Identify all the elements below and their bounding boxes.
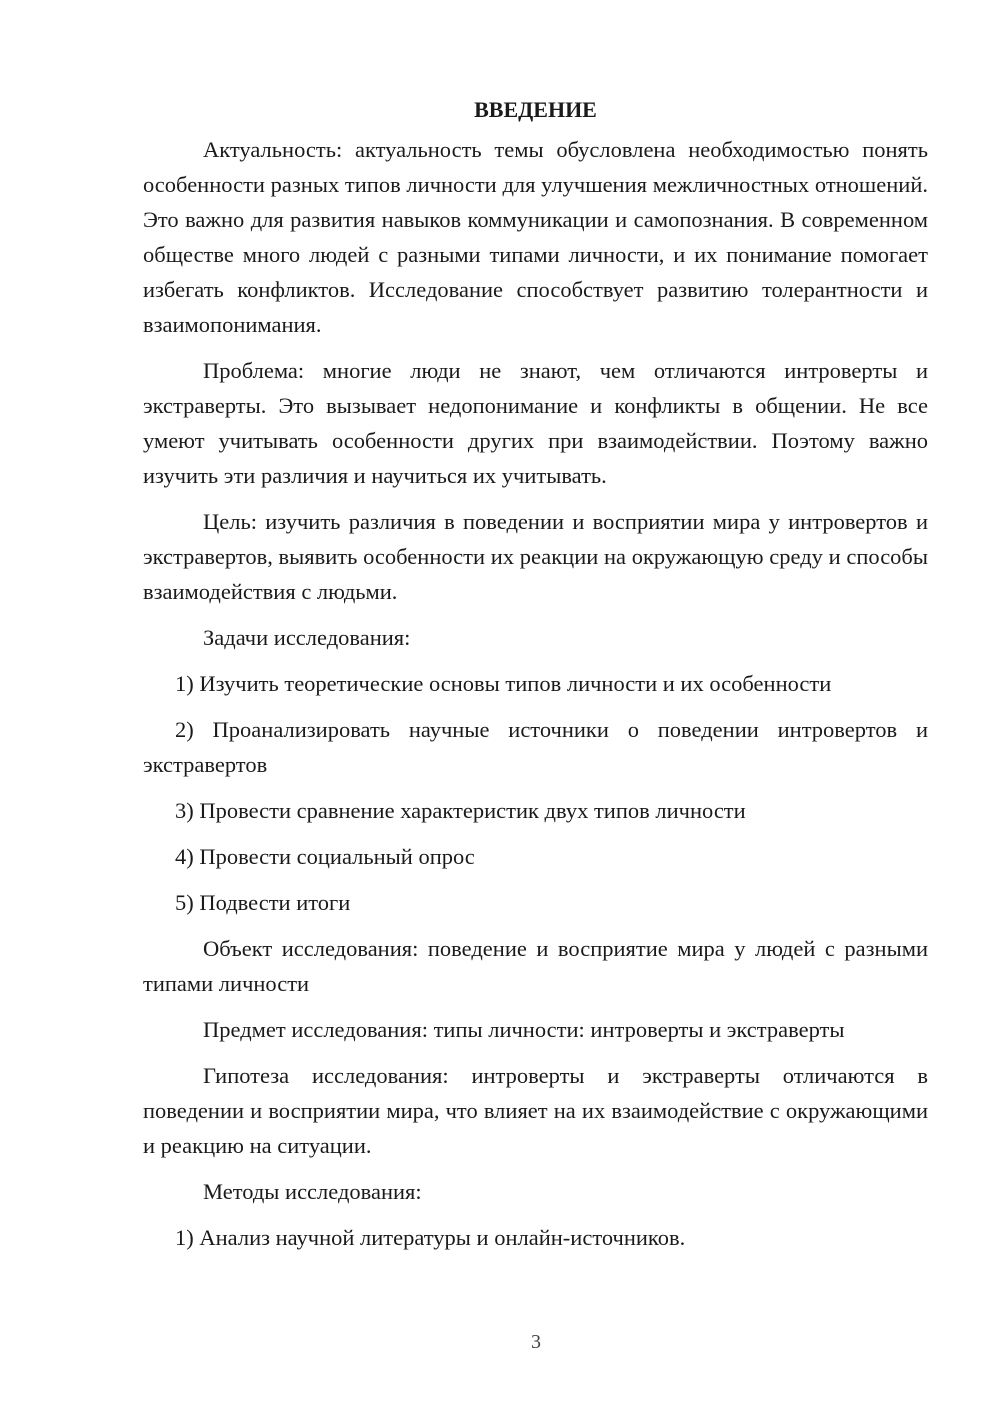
task-item-1: 1) Изучить теоретические основы типов личности и их особенности — [175, 671, 832, 696]
task-item-4: 4) Провести социальный опрос — [175, 844, 475, 869]
tasks-label: Задачи исследования: — [203, 625, 411, 650]
task-item-2: 2) Проанализировать научные источники о поведении интровертов и экстравертов — [143, 717, 928, 777]
hypothesis-paragraph: Гипотеза исследования: интроверты и экстраверты отличаются в поведении и восприятии мира, что влияет на их взаимодействие с окружающими и реакцию на ситуации. — [143, 1063, 928, 1158]
task-item-3: 3) Провести сравнение характеристик двух типов личности — [175, 798, 746, 823]
page-number: 3 — [531, 1331, 541, 1353]
page-title: ВВЕДЕНИЕ — [474, 97, 597, 122]
goal-paragraph: Цель: изучить различия в поведении и восприятии мира у интровертов и экстравертов, выявить особенности их реакции на окружающую среду и способы взаимодействия с людьми. — [143, 509, 928, 604]
problem-paragraph: Проблема: многие люди не знают, чем отличаются интроверты и экстраверты. Это вызывает недопонимание и конфликты в общении. Не все умеют учитывать особенности других при взаимодействии. Поэтому важно изучить эти различия и научиться их учитывать. — [143, 358, 928, 488]
document-page — [143, 92, 928, 1266]
relevance-paragraph: Актуальность: актуальность темы обусловлена необходимостью понять особенности разных типов личности для улучшения межличностных отношений. Это важно для развития навыков коммуникации и самопознания. В современном обществе много людей с разными типами личности, и их понимание помогает избегать конфликтов. Исследование способствует развитию толерантности и взаимопонимания. — [143, 137, 928, 337]
subject-paragraph: Предмет исследования: типы личности: интроверты и экстраверты — [203, 1017, 845, 1042]
task-item-5: 5) Подвести итоги — [175, 890, 351, 915]
methods-label: Методы исследования: — [203, 1179, 422, 1204]
object-paragraph: Объект исследования: поведение и восприятие мира у людей с разными типами личности — [143, 936, 928, 996]
method-item-1: 1) Анализ научной литературы и онлайн-источников. — [175, 1225, 686, 1250]
